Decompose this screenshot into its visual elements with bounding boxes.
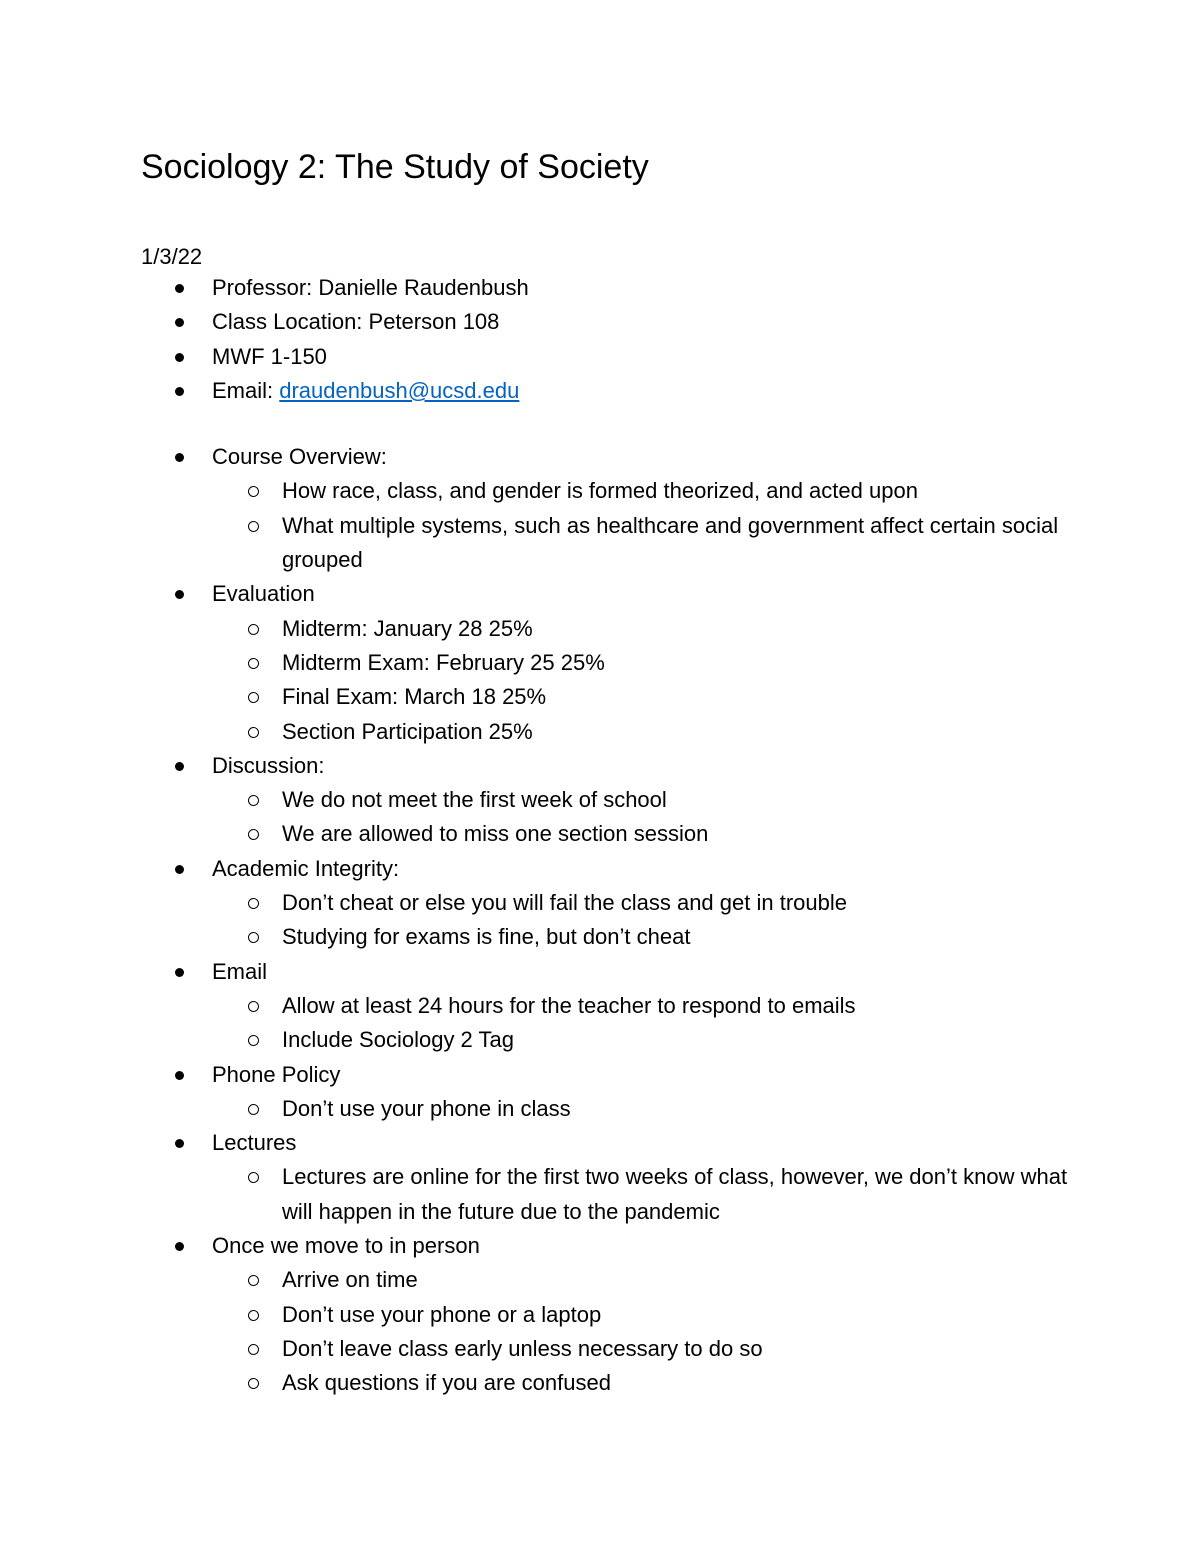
circle-bullet-icon xyxy=(248,658,259,669)
sub-item xyxy=(282,886,1082,920)
section-academic-integrity xyxy=(0,852,1200,955)
sub-item-text: Allow at least 24 hours for the teacher to respond to emails xyxy=(282,992,856,1018)
bullet-icon xyxy=(175,590,184,599)
info-item-email xyxy=(0,374,1200,408)
lecture-date: 1/3/22 xyxy=(141,244,203,269)
sub-item-text: Don’t use your phone or a laptop xyxy=(282,1301,602,1327)
sub-item xyxy=(282,817,1082,851)
document-title: Sociology 2: The Study of Society xyxy=(141,148,649,186)
email-label: Email: xyxy=(212,377,280,403)
sub-item-text: Studying for exams is fine, but don’t cheat xyxy=(282,924,691,950)
sub-item-text: We are allowed to miss one section session xyxy=(282,821,709,847)
section-heading: Course Overview: xyxy=(212,444,387,470)
section-in-person xyxy=(0,1229,1200,1400)
email-link[interactable]: draudenbush@ucsd.edu xyxy=(279,377,520,403)
bullet-icon xyxy=(175,865,184,874)
circle-bullet-icon xyxy=(248,829,259,840)
sub-item-text: Midterm Exam: February 25 25% xyxy=(282,649,605,675)
professor-text: Professor: Danielle Raudenbush xyxy=(212,275,529,300)
sub-list xyxy=(212,886,1200,955)
sub-item xyxy=(282,989,1082,1023)
section-heading: Email xyxy=(212,958,268,984)
section-discussion xyxy=(0,749,1200,852)
sub-list xyxy=(212,1160,1200,1229)
circle-bullet-icon xyxy=(248,1275,259,1286)
sub-list xyxy=(212,612,1200,749)
location-text: Class Location: Peterson 108 xyxy=(212,309,500,335)
section-heading: Academic Integrity: xyxy=(212,855,400,881)
sub-item-text: Don’t use your phone in class xyxy=(282,1095,571,1121)
circle-bullet-icon xyxy=(248,692,259,703)
sub-item-text: Midterm: January 28 25% xyxy=(282,615,533,641)
sub-item xyxy=(282,783,1082,817)
info-item-location xyxy=(0,305,1200,339)
sub-item xyxy=(282,1366,1082,1400)
sub-item xyxy=(282,509,1082,578)
sub-item xyxy=(282,1023,1082,1057)
sub-item xyxy=(282,612,1082,646)
circle-bullet-icon xyxy=(248,1310,259,1321)
sub-item xyxy=(282,1298,1082,1332)
circle-bullet-icon xyxy=(248,898,259,909)
section-heading: Once we move to in person xyxy=(212,1233,480,1259)
bullet-icon xyxy=(175,353,184,362)
sub-item xyxy=(282,1092,1082,1126)
circle-bullet-icon xyxy=(248,521,259,532)
sub-item xyxy=(282,1332,1082,1366)
sub-item xyxy=(282,646,1082,680)
sub-list xyxy=(212,1263,1200,1400)
bullet-icon xyxy=(175,284,184,293)
circle-bullet-icon xyxy=(248,795,259,806)
sub-item xyxy=(282,715,1082,749)
sub-item xyxy=(282,680,1082,714)
bullet-icon xyxy=(175,453,184,462)
circle-bullet-icon xyxy=(248,1104,259,1115)
sub-item-text: We do not meet the first week of school xyxy=(282,787,667,813)
bullet-icon xyxy=(175,318,184,327)
info-item-professor xyxy=(0,271,1200,305)
bullet-icon xyxy=(175,1139,184,1148)
sub-item-text: Section Participation 25% xyxy=(282,718,533,744)
circle-bullet-icon xyxy=(248,1035,259,1046)
bullet-icon xyxy=(175,1242,184,1251)
notes-outline xyxy=(0,271,1200,1401)
sub-list xyxy=(212,474,1200,577)
section-lectures xyxy=(0,1126,1200,1229)
sub-list xyxy=(212,783,1200,852)
sub-item-text: Ask questions if you are confused xyxy=(282,1370,611,1396)
section-course-overview xyxy=(0,440,1200,577)
bullet-icon xyxy=(175,387,184,396)
email-line xyxy=(212,374,1200,408)
sub-item-text: What multiple systems, such as healthcare and government affect certain social grouped xyxy=(282,512,1059,573)
sub-item-text: How race, class, and gender is formed theorized, and acted upon xyxy=(282,478,918,504)
sub-item xyxy=(282,1263,1082,1297)
circle-bullet-icon xyxy=(248,486,259,497)
sub-item-text: Arrive on time xyxy=(282,1267,418,1293)
sub-item-text: Include Sociology 2 Tag xyxy=(282,1027,514,1053)
bullet-icon xyxy=(175,1071,184,1080)
info-item-schedule xyxy=(0,340,1200,374)
circle-bullet-icon xyxy=(248,1344,259,1355)
section-phone-policy xyxy=(0,1058,1200,1127)
sub-item-text: Don’t leave class early unless necessary to do so xyxy=(282,1335,763,1361)
circle-bullet-icon xyxy=(248,932,259,943)
bullet-icon xyxy=(175,762,184,771)
section-heading: Discussion: xyxy=(212,752,325,778)
sub-list xyxy=(212,989,1200,1058)
section-evaluation xyxy=(0,577,1200,748)
sub-item-text: Lectures are online for the first two weeks of class, however, we don’t know what will happen in the future due to the pandemic xyxy=(282,1164,1068,1224)
bullet-icon xyxy=(175,968,184,977)
schedule-text: MWF 1-150 xyxy=(212,343,327,369)
sub-list xyxy=(212,1092,1200,1126)
section-heading: Evaluation xyxy=(212,581,315,607)
circle-bullet-icon xyxy=(248,727,259,738)
sub-item xyxy=(282,1160,1082,1229)
sub-item xyxy=(282,474,1082,508)
circle-bullet-icon xyxy=(248,1378,259,1389)
sub-item-text: Don’t cheat or else you will fail the class and get in trouble xyxy=(282,890,847,916)
sub-item-text: Final Exam: March 18 25% xyxy=(282,684,547,710)
sub-item xyxy=(282,920,1082,954)
section-heading: Phone Policy xyxy=(212,1061,341,1087)
circle-bullet-icon xyxy=(248,624,259,635)
circle-bullet-icon xyxy=(248,1001,259,1012)
circle-bullet-icon xyxy=(248,1172,259,1183)
section-heading: Lectures xyxy=(212,1130,297,1156)
section-email xyxy=(0,955,1200,1058)
